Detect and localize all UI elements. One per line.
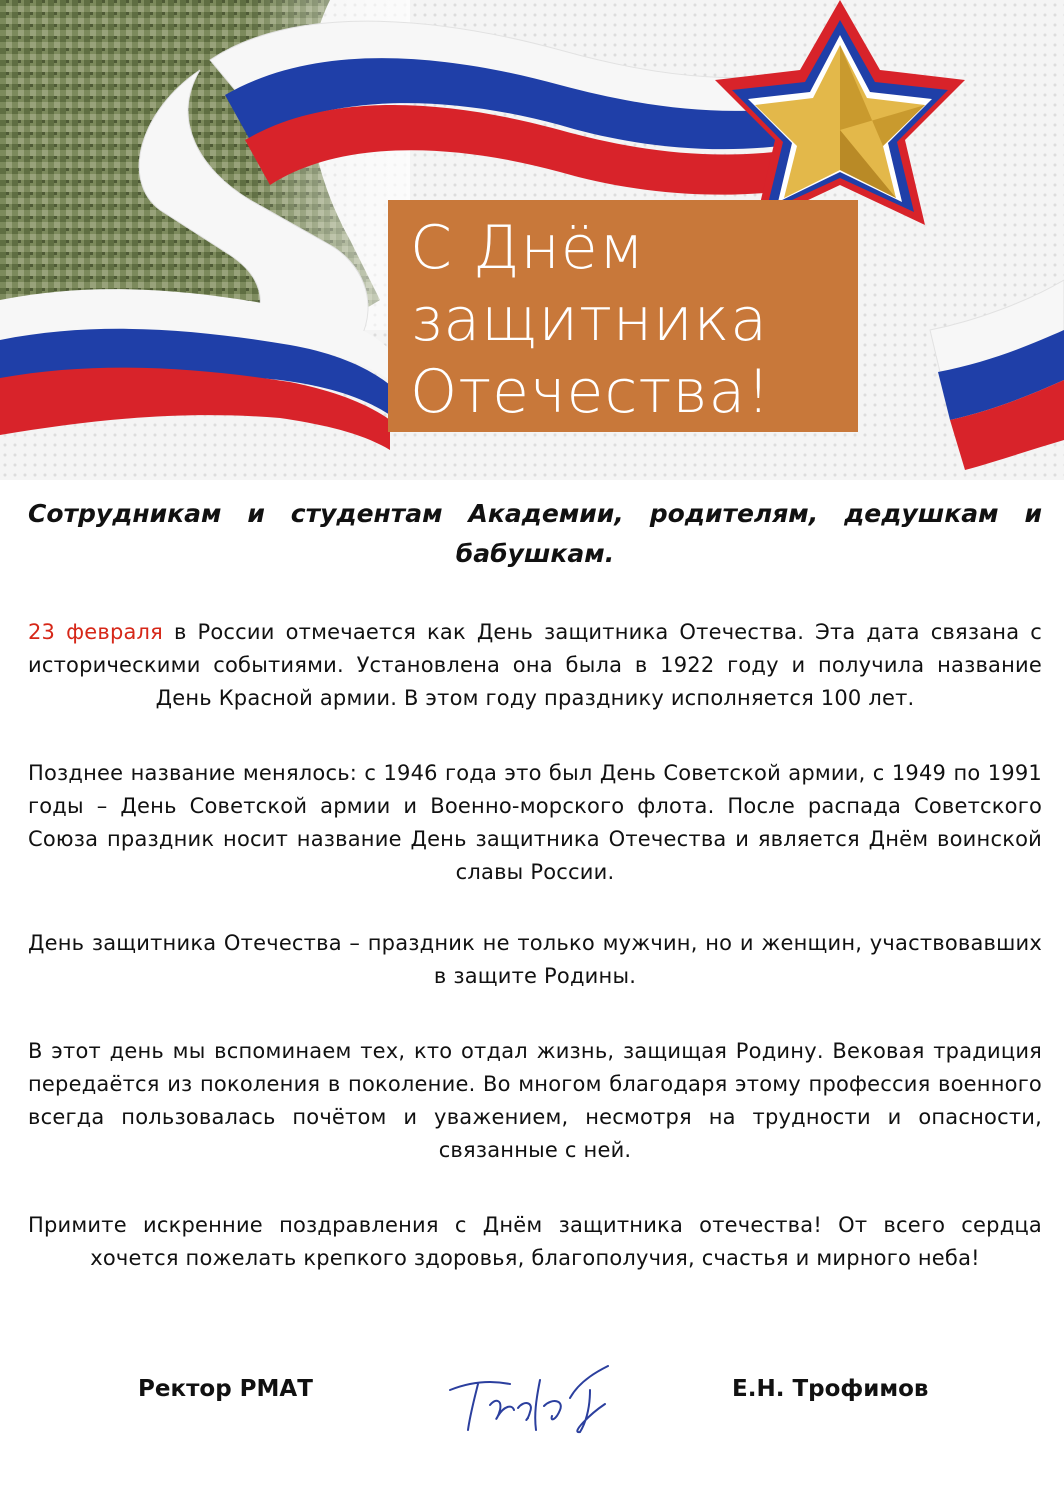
handwritten-signature (440, 1360, 620, 1440)
highlighted-date: 23 февраля (28, 620, 163, 644)
paragraph-1-text: в России отмечается как День защитника Отечества. Эта дата связана с историческими событиями. Установлена она была в 1922 году и получила название День Красной армии. В этом году празднику исполняется 100 лет. (28, 620, 1042, 710)
title-line-1: С Днём (410, 213, 645, 283)
signature-block (0, 1360, 1064, 1440)
title-line-2: защитника (410, 285, 769, 355)
paragraph-4: В этот день мы вспоминаем тех, кто отдал жизнь, защищая Родину. Вековая традиция передаётся из поколения в поколение. Во многом благодаря этому профессия военного всегда пользовалась почётом и уважением, несмотря на трудности и опасности, связанные с ней. (28, 1039, 1042, 1162)
paragraph-1 (28, 616, 1042, 715)
title-line-3: Отечества! (410, 357, 772, 427)
paragraph-3: День защитника Отечества – праздник не только мужчин, но и женщин, участвовавших в защите Родины. (28, 931, 1042, 988)
letter-body (28, 494, 1042, 1317)
signer-name: Е.Н. Трофимов (732, 1376, 929, 1402)
paragraph-5: Примите искренние поздравления с Днём защитника отечества! От всего сердца хочется пожелать крепкого здоровья, благополучия, счастья и мирного неба! (28, 1213, 1042, 1270)
signer-position: Ректор РМАТ (138, 1376, 313, 1402)
greeting-banner (0, 0, 1064, 480)
paragraph-2: Позднее название менялось: с 1946 года это был День Советской армии, с 1949 по 1991 годы – День Советской армии и Военно-морского флота. После распада Советского Союза праздник носит название День защитника Отечества и является Днём воинской славы России. (28, 761, 1042, 884)
banner-title (410, 212, 850, 428)
letter-heading: Сотрудникам и студентам Академии, родителям, дедушкам и бабушкам. (28, 499, 1042, 568)
